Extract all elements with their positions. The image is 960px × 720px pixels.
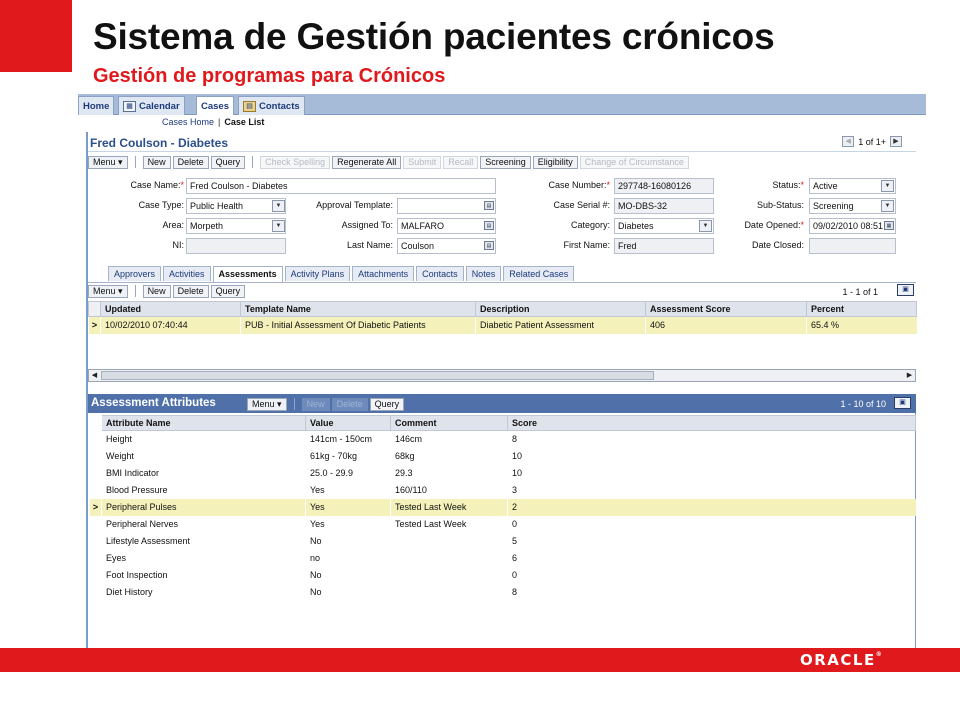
chevron-down-icon: ▾ [118,156,123,167]
scrollbar-thumb[interactable] [101,371,654,380]
tab-calendar-label: Calendar [139,100,180,112]
scroll-right-icon[interactable]: ▶ [906,372,913,379]
first-name-field[interactable]: Fred [614,238,714,254]
row-indicator [90,431,102,448]
cell-value[interactable]: No [310,536,322,546]
cell-attribute-name[interactable]: Lifestyle Assessment [106,536,191,546]
assigned-to-picker-icon[interactable]: ▤ [484,221,494,230]
calendar-icon: ▦ [123,101,136,112]
row-indicator-header [90,416,102,431]
area-label: Area: [162,220,184,230]
attributes-table-body [90,431,916,601]
case-pager [842,136,902,147]
cell-value[interactable]: 25.0 - 29.9 [310,468,354,478]
row-indicator [90,584,102,601]
toggle-layout-icon[interactable]: ▣ [894,397,911,409]
tab-activity-plans[interactable]: Activity Plans [285,266,351,281]
case-name-label: Case Name:* [130,180,184,190]
ni-label: NI: [172,240,184,250]
column-header-attribute-name[interactable]: Attribute Name [102,416,306,431]
sub-status-field[interactable]: Screening [809,198,896,214]
cell-comment[interactable]: Tested Last Week [395,519,467,529]
area-dropdown-icon[interactable]: ▼ [272,220,285,232]
cell-percent[interactable]: 65.4 % [807,317,917,334]
assessments-menu-button[interactable] [88,285,128,298]
cell-value[interactable]: Yes [306,499,391,516]
cell-score[interactable]: 0 [512,519,518,529]
toolbar-divider [135,285,136,297]
top-navigation [78,94,926,115]
case-delete-button[interactable]: Delete [173,156,209,169]
table-row[interactable] [90,584,916,601]
tab-cases-label: Cases [201,100,229,112]
case-header [88,134,916,152]
cell-value[interactable]: Yes [310,519,325,529]
attributes-table [89,415,916,601]
approval-template-label: Approval Template: [316,200,393,210]
attributes-new-button[interactable]: New [302,398,330,411]
cell-score[interactable]: 2 [508,499,916,516]
case-toolbar [88,155,689,169]
cell-description[interactable]: Diabetic Patient Assessment [476,317,646,334]
cell-score[interactable]: 5 [512,536,518,546]
assessments-toolbar [88,284,245,298]
row-indicator-header [89,302,101,317]
category-label: Category: [570,220,610,230]
tab-contacts-sub[interactable]: Contacts [416,266,464,281]
row-indicator [90,448,102,465]
tab-home[interactable] [78,96,114,115]
assigned-to-label: Assigned To: [341,220,393,230]
area-field[interactable]: Morpeth [186,218,286,234]
tab-notes[interactable]: Notes [466,266,502,281]
breadcrumb [162,117,264,127]
cell-attribute-name[interactable]: Blood Pressure [106,485,168,495]
tab-cases[interactable] [196,96,234,115]
column-header-percent[interactable]: Percent [807,302,917,317]
slide-subtitle: Gestión de programas para Crónicos [93,65,446,87]
case-menu-label: Menu [93,156,116,167]
row-indicator [90,465,102,482]
assigned-to-field[interactable]: MALFARO [397,218,496,234]
assessments-query-button[interactable]: Query [211,285,246,298]
table-row[interactable] [90,499,916,516]
case-serial-label: Case Serial #: [553,200,610,210]
last-name-field[interactable]: Coulson [397,238,496,254]
case-type-dropdown-icon[interactable]: ▼ [272,200,285,212]
cell-score[interactable]: 8 [512,434,518,445]
case-menu-button[interactable] [88,156,128,169]
category-field[interactable]: Diabetes [614,218,714,234]
assessments-menu-label: Menu [93,285,116,296]
table-row[interactable] [90,431,916,448]
cell-comment[interactable] [391,550,508,567]
cell-score[interactable]: 3 [512,485,518,495]
sub-status-label: Sub-Status: [756,200,804,210]
case-number-label: Case Number:* [548,180,610,190]
case-pager-text: 1 of 1+ [858,136,886,147]
assessments-delete-button[interactable]: Delete [173,285,209,298]
table-row[interactable] [90,516,916,533]
cell-value[interactable]: no [310,553,321,563]
tab-calendar[interactable] [118,96,185,115]
red-corner-block [0,0,72,72]
tab-approvers[interactable]: Approvers [108,266,161,281]
link-cases-home[interactable]: Cases Home [162,117,215,127]
case-query-button[interactable]: Query [211,156,246,169]
table-row[interactable] [90,567,916,584]
chevron-down-icon: ▾ [118,285,123,296]
column-header-assessment-score[interactable]: Assessment Score [646,302,807,317]
assessments-pager: 1 - 1 of 1 [842,287,878,297]
case-type-field[interactable]: Public Health [186,198,286,214]
calendar-icon[interactable]: ▦ [884,221,894,230]
cell-comment[interactable] [391,584,508,601]
row-indicator [90,482,102,499]
cell-updated[interactable]: 10/02/2010 07:40:44 [101,317,241,334]
attributes-menu-label: Menu [252,398,275,409]
tab-related-cases[interactable]: Related Cases [503,266,574,281]
cell-attribute-name[interactable]: Diet History [106,587,153,597]
row-selected-indicator-icon: > [89,317,101,334]
horizontal-scrollbar[interactable] [88,369,916,382]
table-header-row [90,416,916,431]
date-closed-label: Date Closed: [751,240,804,250]
chevron-down-icon: ▾ [277,398,282,409]
cell-comment[interactable]: 68kg [395,451,415,461]
column-header-description[interactable]: Description [476,302,646,317]
attributes-query-button[interactable]: Query [370,398,405,411]
tab-contacts-label: Contacts [259,100,300,112]
table-row[interactable] [90,533,916,550]
cell-assessment-score[interactable]: 406 [646,317,807,334]
attributes-menu-button[interactable] [247,398,287,411]
app-window [78,94,926,648]
toolbar-divider [135,156,136,168]
cell-attribute-name[interactable]: Eyes [106,553,127,563]
attributes-toolbar [247,397,404,411]
tab-activities[interactable]: Activities [163,266,211,281]
row-indicator [90,567,102,584]
toolbar-divider [252,156,253,168]
case-new-button[interactable]: New [143,156,171,169]
date-opened-label: Date Opened:* [744,220,804,230]
assessment-attributes-header [87,394,916,413]
row-selected-indicator-icon: > [90,499,102,516]
table-row[interactable] [90,482,916,499]
assessment-attributes-title: Assessment Attributes [91,397,216,409]
row-indicator [90,533,102,550]
scroll-left-icon[interactable]: ◀ [91,372,98,379]
date-opened-field[interactable]: 09/02/2010 08:51 [809,218,896,234]
cell-value[interactable]: Yes [310,485,325,495]
cell-comment[interactable] [391,533,508,550]
cell-score[interactable]: 10 [512,468,523,478]
date-closed-field[interactable] [809,238,896,254]
cell-value[interactable]: No [310,587,322,597]
cell-comment[interactable]: 160/110 [395,485,427,495]
case-title: Fred Coulson - Diabetes [90,136,229,150]
link-case-list[interactable]: Case List [224,117,265,127]
table-row[interactable] [89,317,917,334]
column-header-template-name[interactable]: Template Name [241,302,476,317]
cell-value[interactable]: 141cm - 150cm [310,434,373,445]
contact-card-icon: ▤ [243,101,256,112]
row-indicator [90,516,102,533]
cell-attribute-name[interactable]: Peripheral Nerves [106,519,179,529]
cell-score[interactable]: 8 [512,587,518,597]
cell-comment[interactable] [391,567,508,584]
approval-template-picker-icon[interactable]: ▤ [484,201,494,210]
tab-attachments[interactable]: Attachments [352,266,414,281]
table-row[interactable] [90,448,916,465]
prev-record-button[interactable]: ◀ [842,136,854,147]
ni-field[interactable] [186,238,286,254]
next-record-button[interactable]: ▶ [890,136,902,147]
cell-comment[interactable]: Tested Last Week [391,499,508,516]
change-circumstance-button[interactable]: Change of Circumstance [580,156,689,169]
column-header-updated[interactable]: Updated [101,302,241,317]
cell-comment[interactable]: 146cm [395,434,423,445]
column-header-score[interactable]: Score [508,416,916,431]
case-name-field[interactable]: Fred Coulson - Diabetes [186,178,496,194]
case-form [88,176,916,264]
case-number-field[interactable]: 297748-16080126 [614,178,714,194]
cell-attribute-name[interactable]: Weight [106,451,134,461]
app-left-border [86,132,88,648]
status-label: Status:* [772,180,804,190]
tab-assessments[interactable]: Assessments [213,266,283,282]
recall-button[interactable]: Recall [443,156,478,169]
cell-value[interactable]: No [310,570,322,580]
cell-attribute-name[interactable]: Foot Inspection [106,570,168,580]
toolbar-divider [294,398,295,410]
toggle-layout-icon[interactable]: ▣ [897,284,914,296]
assessments-new-button[interactable]: New [143,285,171,298]
slide-title: Sistema de Gestión pacientes crónicos [93,16,775,57]
table-header-row [89,302,917,317]
column-header-comment[interactable]: Comment [391,416,508,431]
oracle-logo: ORACLE® [800,651,882,669]
case-subtabs [108,266,574,282]
cell-score[interactable]: 6 [512,553,518,563]
cell-attribute-name[interactable]: Peripheral Pulses [102,499,306,516]
case-type-label: Case Type: [138,200,184,210]
submit-button[interactable]: Submit [403,156,441,169]
sub-status-dropdown-icon[interactable]: ▼ [881,200,894,212]
table-row[interactable] [90,465,916,482]
cell-comment[interactable]: 29.3 [395,468,413,478]
cell-score[interactable]: 0 [512,570,518,580]
table-row[interactable] [90,550,916,567]
breadcrumb-separator: | [218,117,221,127]
tab-home-label: Home [83,100,110,112]
row-indicator [90,550,102,567]
regenerate-all-button[interactable]: Regenerate All [332,156,401,169]
screening-button[interactable]: Screening [480,156,531,169]
status-dropdown-icon[interactable]: ▼ [881,180,894,192]
cell-attribute-name[interactable]: BMI Indicator [106,468,160,478]
eligibility-button[interactable]: Eligibility [533,156,578,169]
category-dropdown-icon[interactable]: ▼ [699,220,712,232]
first-name-label: First Name: [563,240,610,250]
cell-template-name[interactable]: PUB - Initial Assessment Of Diabetic Patients [241,317,476,334]
assessments-table [88,301,917,334]
subtab-divider [86,282,916,283]
cell-value[interactable]: 61kg - 70kg [310,451,358,461]
case-serial-field[interactable]: MO-DBS-32 [614,198,714,214]
attributes-delete-button[interactable]: Delete [332,398,368,411]
attributes-pager: 1 - 10 of 10 [840,399,886,409]
cell-score[interactable]: 10 [512,451,523,461]
last-name-picker-icon[interactable]: ▤ [484,241,494,250]
cell-attribute-name[interactable]: Height [106,434,133,445]
tab-contacts[interactable] [238,96,305,115]
last-name-label: Last Name: [346,240,393,250]
status-field[interactable]: Active [809,178,896,194]
check-spelling-button[interactable]: Check Spelling [260,156,330,169]
column-header-value[interactable]: Value [306,416,391,431]
approval-template-field[interactable] [397,198,496,214]
